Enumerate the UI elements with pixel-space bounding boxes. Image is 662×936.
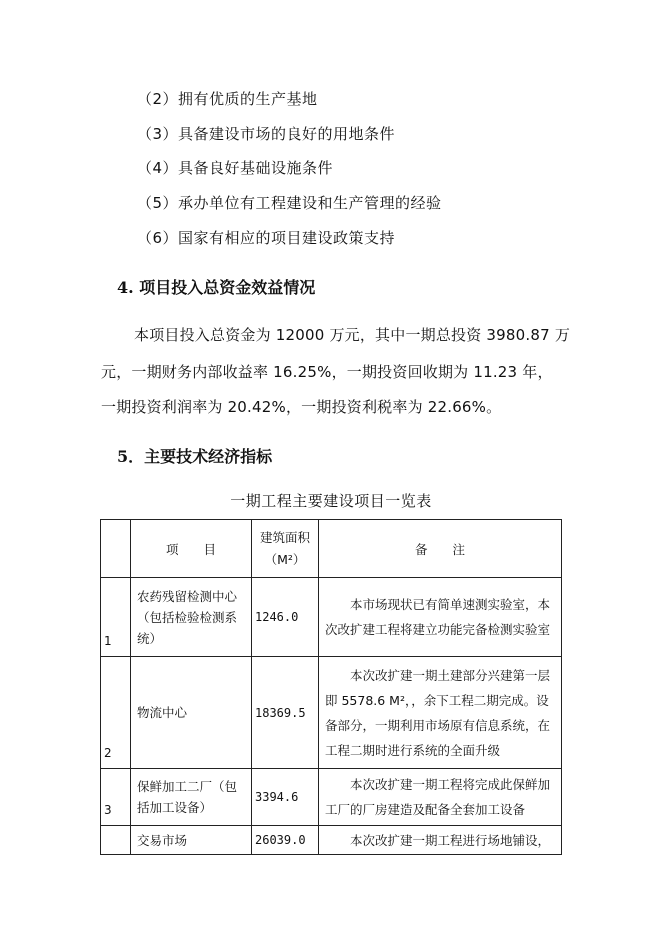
row-name: 农药残留检测中心（包括检验检测系统）: [131, 578, 252, 657]
row-name: 物流中心: [131, 657, 252, 769]
row-number: 2: [101, 657, 131, 769]
row-area: 3394.6: [252, 769, 319, 826]
header-note: 备 注: [319, 520, 562, 578]
row-note: 本次改扩建一期工程将完成此保鲜加工厂的厂房建造及配备全套加工设备: [319, 769, 562, 826]
row-number: [101, 826, 131, 855]
table-row: [101, 826, 562, 855]
row-name: 保鲜加工二厂（包括加工设备）: [131, 769, 252, 826]
table-caption: 一期工程主要建设项目一览表: [230, 492, 432, 510]
paragraph-line: 一期投资利润率为 20.42%，一期投资利税率为 22.66%。: [101, 398, 502, 416]
projects-table: [100, 519, 562, 855]
list-item: （5）承办单位有工程建设和生产管理的经验: [137, 194, 442, 212]
section-heading: 4. 项目投入总资金效益情况: [117, 278, 316, 297]
row-area: 26039.0: [252, 826, 319, 855]
paragraph-line: 本项目投入总资金为 12000 万元，其中一期总投资 3980.87 万: [134, 326, 571, 344]
header-item: 项 目: [131, 520, 252, 578]
row-note: 本次改扩建一期工程进行场地铺设，: [319, 826, 562, 855]
row-name: 交易市场: [131, 826, 252, 855]
table-row: [101, 657, 562, 769]
list-item: （2）拥有优质的生产基地: [137, 90, 318, 108]
row-note: 本市场现状已有简单速测实验室，本次改扩建工程将建立功能完备检测实验室: [319, 578, 562, 657]
row-number: 1: [101, 578, 131, 657]
table-row: [101, 769, 562, 826]
table-row: [101, 578, 562, 657]
section-heading: 5．主要技术经济指标: [117, 447, 273, 466]
paragraph-line: 元，一期财务内部收益率 16.25%，一期投资回收期为 11.23 年，: [101, 363, 553, 381]
header-area: 建筑面积（M²）: [252, 520, 319, 578]
table-header-row: [101, 520, 562, 578]
list-item: （3）具备建设市场的良好的用地条件: [137, 125, 396, 143]
list-item: （6）国家有相应的项目建设政策支持: [137, 229, 396, 247]
row-area: 1246.0: [252, 578, 319, 657]
row-area: 18369.5: [252, 657, 319, 769]
row-number: 3: [101, 769, 131, 826]
header-no: [101, 520, 131, 578]
list-item: （4）具备良好基础设施条件: [137, 159, 334, 177]
row-note: 本次改扩建一期土建部分兴建第一层即 5578.6 M²，，余下工程二期完成。设备部分，一期利用市场原有信息系统，在工程二期时进行系统的全面升级: [319, 657, 562, 769]
